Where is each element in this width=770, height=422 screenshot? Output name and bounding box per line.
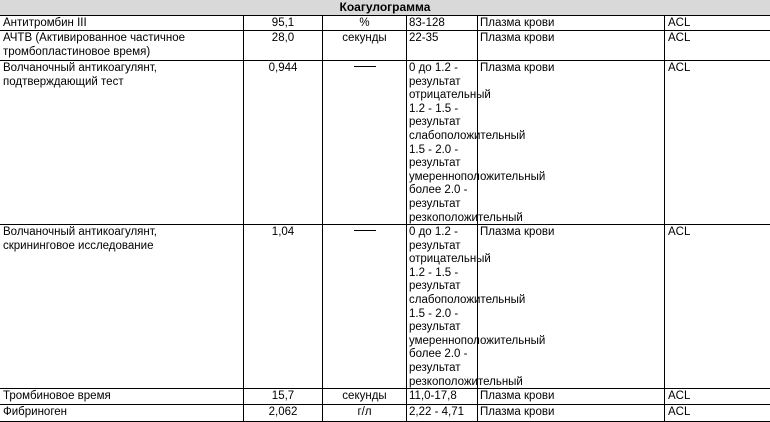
material: Плазма крови — [477, 389, 664, 404]
lab-code: ACL — [664, 389, 770, 404]
lab-code: ACL — [664, 16, 770, 30]
test-name: Фибриноген — [0, 405, 244, 421]
result-value: 28,0 — [244, 31, 323, 60]
table-row — [0, 31, 770, 61]
table-row — [0, 225, 770, 389]
reference-range: 2,22 - 4,71 — [409, 406, 464, 418]
result-value: 95,1 — [244, 16, 323, 30]
unit: секунды — [323, 31, 407, 60]
table-row — [0, 389, 770, 405]
reference-range: 0 до 1.2 - результат отрицательный 1.2 - 1.5 - результат слабоположительный 1.5 - 2.0 - результат умеренноположительный более 2.0 - результат резкоположительный — [409, 62, 546, 224]
test-name: Антитромбин III — [0, 16, 244, 30]
dash-icon — [354, 230, 376, 231]
reference-range: 22-35 — [409, 32, 439, 44]
unit — [323, 225, 407, 388]
result-value: 15,7 — [244, 389, 323, 404]
table-row — [0, 405, 770, 422]
reference-range: 83-128 — [409, 17, 445, 29]
lab-code: ACL — [664, 225, 770, 388]
lab-code: ACL — [664, 31, 770, 60]
reference-range: 0 до 1.2 - результат отрицательный 1.2 - 1.5 - результат слабоположительный 1.5 - 2.0 - результат умеренноположительный более 2.0 - результат резкоположительный — [409, 226, 546, 388]
test-name: АЧТВ (Активированное частичное тромбопластиновое время) — [0, 31, 244, 60]
material: Плазма крови — [477, 405, 664, 421]
unit: % — [323, 16, 407, 30]
dash-icon — [354, 66, 376, 67]
unit: г/л — [323, 405, 407, 421]
unit — [323, 61, 407, 224]
test-name: Волчаночный антикоагулянт, скрининговое исследование — [0, 225, 244, 388]
lab-code: ACL — [664, 405, 770, 421]
result-value: 2,062 — [244, 405, 323, 421]
table-title: Коагулограмма — [0, 0, 770, 16]
test-name: Волчаночный антикоагулянт, подтверждающий тест — [0, 61, 244, 224]
material: Плазма крови — [477, 61, 664, 224]
unit: секунды — [323, 389, 407, 404]
result-value: 1,04 — [244, 225, 323, 388]
material: Плазма крови — [477, 225, 664, 388]
reference-range: 11,0-17,8 — [409, 390, 457, 402]
test-name: Тромбиновое время — [0, 389, 244, 404]
result-value: 0,944 — [244, 61, 323, 224]
table-row — [0, 61, 770, 225]
lab-code: ACL — [664, 61, 770, 224]
table-row — [0, 16, 770, 31]
material: Плазма крови — [477, 16, 664, 30]
material: Плазма крови — [477, 31, 664, 60]
